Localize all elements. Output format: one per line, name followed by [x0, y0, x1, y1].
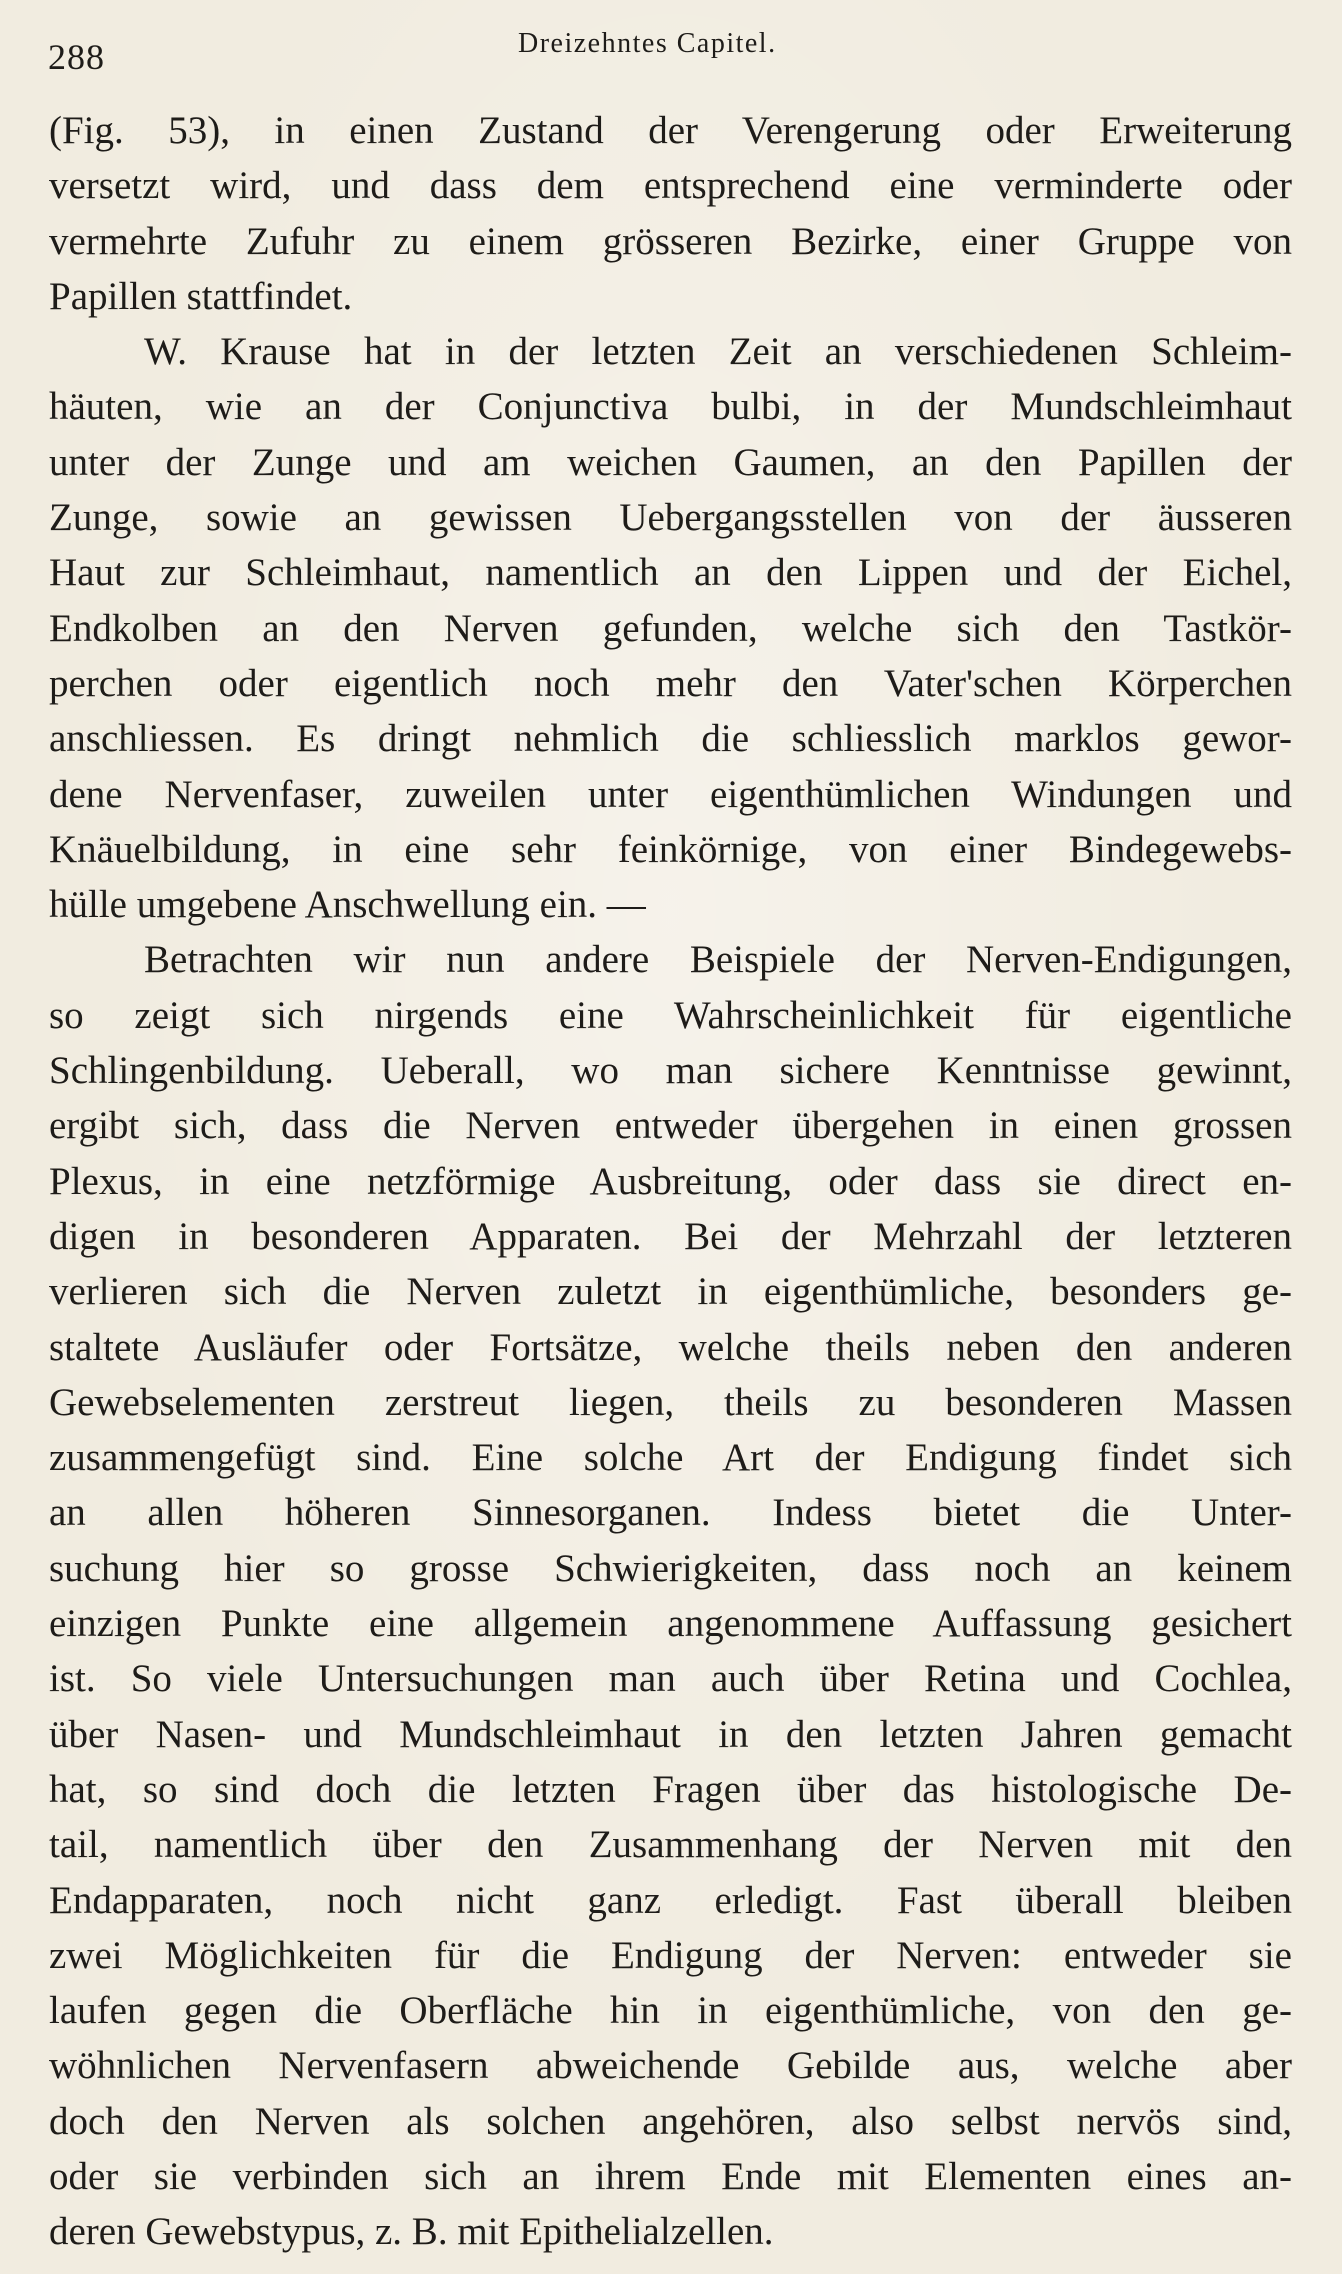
text-line: Papillen stattfindet. — [49, 274, 353, 318]
text-line: Gewebselementen zerstreut liegen, theils zu besonderen Massen — [49, 1380, 1292, 1424]
text-line: Schlingenbildung. Ueberall, wo man sichere Kenntnisse gewinnt, — [49, 1049, 1292, 1093]
text-line: dene Nervenfaser, zuweilen unter eigenthümlichen Windungen und — [49, 772, 1292, 816]
text-line: ergibt sich, dass die Nerven entweder übergehen in einen grossen — [49, 1104, 1292, 1148]
text-line: digen in besonderen Apparaten. Bei der Mehrzahl der letzteren — [49, 1214, 1292, 1258]
text-line: Haut zur Schleimhaut, namentlich an den Lippen und der Eichel, — [49, 551, 1292, 595]
text-line: deren Gewebstypus, z. B. mit Epithelialzellen. — [49, 2210, 774, 2254]
text-line: perchen oder eigentlich noch mehr den Vater'schen Körperchen — [49, 661, 1292, 705]
text-line: wöhnlichen Nervenfasern abweichende Gebilde aus, welche aber — [49, 2044, 1292, 2088]
text-line: ist. So viele Untersuchungen man auch über Retina und Cochlea, — [49, 1657, 1292, 1701]
text-line: zwei Möglichkeiten für die Endigung der Nerven: entweder sie — [49, 1933, 1292, 1977]
text-line: suchung hier so grosse Schwierigkeiten, dass noch an keinem — [49, 1546, 1292, 1590]
running-head — [48, 28, 1294, 88]
text-line: Endapparaten, noch nicht ganz erledigt. Fast überall bleiben — [49, 1878, 1292, 1922]
text-line: Zunge, sowie an gewissen Uebergangsstellen von der äusseren — [49, 496, 1292, 540]
body-text — [49, 103, 1292, 2260]
text-line: tail, namentlich über den Zusammenhang der Nerven mit den — [49, 1823, 1292, 1867]
text-line: staltete Ausläufer oder Fortsätze, welche theils neben den anderen — [49, 1325, 1292, 1369]
page-number: 288 — [48, 37, 105, 77]
text-line: laufen gegen die Oberfläche hin in eigenthümliche, von den ge- — [49, 1989, 1292, 2033]
text-line: Plexus, in eine netzförmige Ausbreitung, oder dass sie direct en- — [49, 1159, 1292, 1203]
text-line: vermehrte Zufuhr zu einem grösseren Bezirke, einer Gruppe von — [49, 219, 1292, 263]
text-line: zusammengefügt sind. Eine solche Art der Endigung findet sich — [49, 1436, 1292, 1480]
text-line: über Nasen- und Mundschleimhaut in den letzten Jahren gemacht — [49, 1712, 1292, 1756]
text-line: einzigen Punkte eine allgemein angenommene Auffassung gesichert — [49, 1602, 1292, 1646]
text-line: so zeigt sich nirgends eine Wahrscheinlichkeit für eigentliche — [49, 993, 1292, 1037]
text-line: anschliessen. Es dringt nehmlich die schliesslich marklos gewor- — [49, 717, 1292, 761]
text-line: verlieren sich die Nerven zuletzt in eigenthümliche, besonders ge- — [49, 1270, 1292, 1314]
text-line: Knäuelbildung, in eine sehr feinkörnige, von einer Bindegewebs- — [49, 827, 1292, 871]
text-line: unter der Zunge und am weichen Gaumen, an den Papillen der — [49, 440, 1292, 484]
text-line: oder sie verbinden sich an ihrem Ende mit Elementen eines an- — [49, 2154, 1292, 2198]
text-line: (Fig. 53), in einen Zustand der Verengerung oder Erweiterung — [49, 109, 1292, 152]
text-line: Betrachten wir nun andere Beispiele der Nerven-Endigungen, — [144, 938, 1292, 982]
text-line: hülle umgebene Anschwellung ein. — — [49, 883, 646, 927]
text-line: hat, so sind doch die letzten Fragen über das histologische De- — [49, 1767, 1292, 1811]
chapter-title: Dreizehntes Capitel. — [518, 28, 777, 59]
text-line: W. Krause hat in der letzten Zeit an verschiedenen Schleim- — [144, 330, 1292, 374]
text-line: Endkolben an den Nerven gefunden, welche sich den Tastkör- — [49, 606, 1292, 650]
text-line: an allen höheren Sinnesorganen. Indess bietet die Unter- — [49, 1491, 1292, 1535]
text-line: häuten, wie an der Conjunctiva bulbi, in der Mundschleimhaut — [49, 385, 1292, 429]
text-line: versetzt wird, und dass dem entsprechend eine verminderte oder — [49, 164, 1292, 208]
text-line: doch den Nerven als solchen angehören, also selbst nervös sind, — [49, 2099, 1292, 2143]
